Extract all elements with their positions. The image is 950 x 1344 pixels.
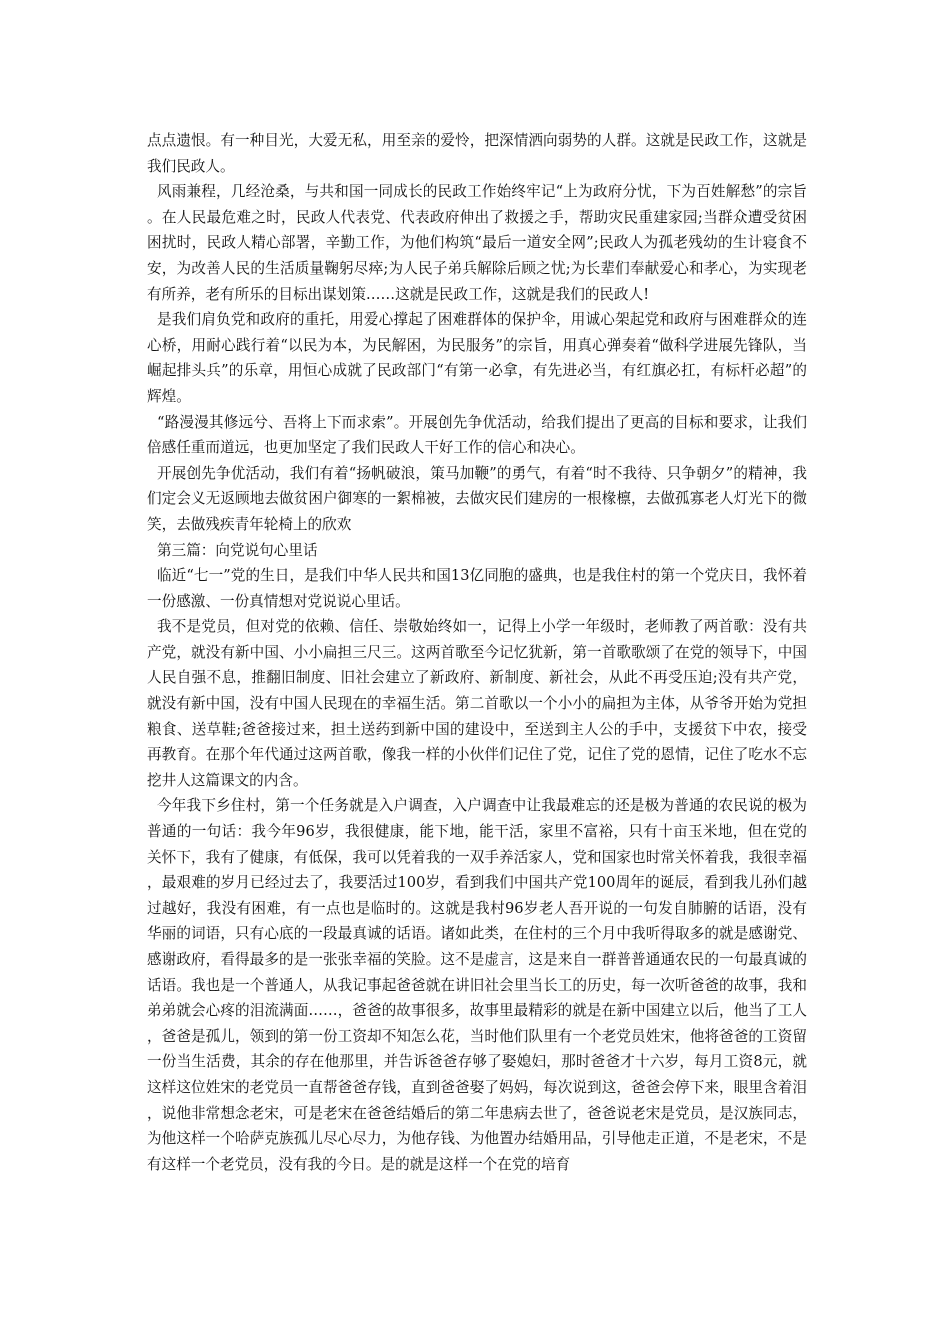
paragraph: 点点遗恨。有一种目光，大爱无私，用至亲的爱怜，把深情洒向弱势的人群。这就是民政工作，这就是我们民政人。	[147, 132, 807, 175]
paragraph: 开展创先争优活动，我们有着“扬帆破浪，策马加鞭”的勇气，有着“时不我待、只争朝夕”的精神，我们定会义无返顾地去做贫困户御寒的一絮棉被，去做灾民们建房的一根椽檩，去做孤寡老人灯光下的微笑，去做残疾青年轮椅上的欣欢	[147, 464, 807, 533]
section-heading: 第三篇：向党说句心里话	[157, 541, 318, 559]
paragraph: “路漫漫其修远兮、吾将上下而求索”。开展创先争优活动，给我们提出了更高的目标和要求，让我们倍感任重而道远，也更加坚定了我们民政人干好工作的信心和决心。	[147, 413, 807, 457]
document-body	[147, 128, 807, 1177]
paragraph: 我不是党员，但对党的依赖、信任、崇敬始终如一，记得上小学一年级时，老师教了两首歌：没有共产党，就没有新中国、小小扁担三尺三。这两首歌至今记忆犹新，第一首歌歌颂了在党的领导下，中国人民自强不息，推翻旧制度、旧社会建立了新政府、新制度、新社会，从此不再受压迫;没有共产党，就没有新中国，没有中国人民现在的幸福生活。第二首歌以一个小小的扁担为主体，从爷爷开始为党担粮食、送草鞋;爸爸接过来，担土送药到新中国的建设中，至送到主人公的手中，支援贫下中农，接受再教育。在那个年代通过这两首歌，像我一样的小伙伴们记住了党，记住了党的恩情，记住了吃水不忘挖井人这篇课文的内含。	[147, 618, 807, 789]
paragraph: 是我们肩负党和政府的重托，用爱心撑起了困难群体的保护伞，用诚心架起党和政府与困难群众的连心桥，用耐心践行着“以民为本，为民解困，为民服务”的宗旨，用真心弹奏着“做科学进展先锋队，当崛起排头兵”的乐章，用恒心成就了民政部门“有第一必拿，有先进必当，有红旗必扛，有标杆必超”的辉煌。	[147, 311, 807, 405]
paragraph: 临近“七一”党的生日，是我们中华人民共和国13亿同胞的盛典，也是我住村的第一个党庆日，我怀着一份感激、一份真情想对党说说心里话。	[147, 567, 807, 610]
paragraph: 风雨兼程，几经沧桑，与共和国一同成长的民政工作始终牢记“上为政府分忧，下为百姓解愁”的宗旨。在人民最危难之时，民政人代表党、代表政府伸出了救援之手，帮助灾民重建家园;当群众遭受贫困困扰时，民政人精心部署，辛勤工作，为他们构筑“最后一道安全网”;民政人为孤老残幼的生计寝食不安，为改善人民的生活质量鞠躬尽瘁;为人民子弟兵解除后顾之忧;为长辈们奉献爱心和孝心，为实现老有所养，老有所乐的目标出谋划策……这就是民政工作，这就是我们的民政人!	[147, 183, 807, 303]
paragraph: 今年我下乡住村，第一个任务就是入户调查，入户调查中让我最难忘的还是极为普通的农民说的极为普通的一句话：我今年96岁，我很健康，能下地，能干活，家里不富裕，只有十亩玉米地，但在党的关怀下，我有了健康，有低保，我可以凭着我的一双手养活家人，党和国家也时常关怀着我，我很幸福，最艰难的岁月已经过去了，我要活过100岁，看到我们中国共产党100周年的诞辰，看到我儿孙们越过越好，我没有困难，有一点也是临时的。这就是我村96岁老人吾开说的一句发自肺腑的话语，没有华丽的词语，只有心底的一段最真诚的话语。诸如此类，在住村的三个月中我听得取多的就是感谢党、感谢政府，看得最多的是一张张幸福的笑脸。这不是虚言，这是来自一群普普通通农民的一句最真诚的话语。我也是一个普通人，从我记事起爸爸就在讲旧社会里当长工的历史，每一次听爸爸的故事，我和弟弟就会心疼的泪流满面……，爸爸的故事很多，故事里最精彩的就是在新中国建立以后，他当了工人，爸爸是孤儿，领到的第一份工资却不知怎么花，当时他们队里有一个老党员姓宋，他将爸爸的工资留一份当生活费，其余的存在他那里，并告诉爸爸存够了娶媳妇，那时爸爸才十六岁，每月工资8元，就这样这位姓宋的老党员一直帮爸爸存钱，直到爸爸娶了妈妈，每次说到这，爸爸会停下来，眼里含着泪，说他非常想念老宋，可是老宋在爸爸结婚后的第二年患病去世了，爸爸说老宋是党员，是汉族同志，为他这样一个哈萨克族孤儿尽心尽力，为他存钱、为他置办结婚用品，引导他走正道，不是老宋，不是有这样一个老党员，没有我的今日。是的就是这样一个在党的培育	[147, 797, 807, 1173]
